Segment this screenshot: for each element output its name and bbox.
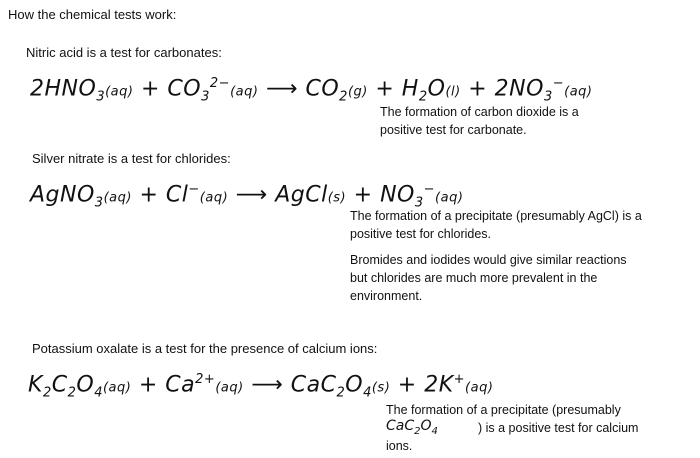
eq-term: NO	[380, 182, 415, 208]
eq-sub: 2	[336, 385, 346, 401]
eq-state: (aq)	[199, 190, 229, 206]
eq-term: CaC	[386, 418, 415, 434]
eq-term: AgCl	[275, 182, 328, 208]
eq-sub: 2	[418, 89, 428, 105]
eq-state: (aq)	[230, 84, 259, 100]
eq-plus: +	[139, 182, 159, 208]
eq-plus: +	[140, 76, 160, 102]
eq-state: (aq)	[465, 380, 494, 396]
note-line: positive test for chlorides.	[350, 227, 492, 241]
eq-sub: 2	[42, 385, 52, 401]
note-line: positive test for carbonate.	[380, 123, 527, 137]
eq-plus: +	[353, 182, 373, 208]
eq-term: AgNO	[30, 182, 95, 208]
eq-arrow: ⟶	[251, 372, 284, 398]
eq-term: H	[401, 76, 419, 102]
eq-state: (l)	[445, 84, 461, 100]
eq-state: (aq)	[435, 190, 464, 206]
eq-plus: +	[138, 372, 158, 398]
eq-charge: −	[552, 76, 565, 91]
note-line: Bromides and iodides would give similar reactions	[350, 253, 627, 267]
eq-sub: 3	[414, 195, 424, 211]
eq-sub: 2	[339, 89, 348, 105]
eq-term: 2K	[424, 372, 454, 398]
eq-sub: 2	[414, 425, 421, 437]
eq-term: CO	[167, 76, 202, 102]
eq-charge: 2+	[195, 372, 216, 387]
eq-term: K	[28, 372, 43, 398]
inline-formula	[386, 418, 438, 440]
eq-sub: 4	[94, 385, 103, 401]
note-line: but chlorides are much more prevalent in the	[350, 271, 598, 285]
eq-state: (aq)	[564, 84, 593, 100]
eq-term: O	[420, 418, 432, 434]
eq-charge: −	[423, 182, 436, 197]
eq-sub: 2	[67, 385, 77, 401]
eq-term: 2HNO	[30, 76, 97, 102]
eq-sub: 4	[363, 385, 372, 401]
note-line: ) is a positive test for calcium	[478, 421, 639, 435]
eq-arrow: ⟶	[235, 182, 268, 208]
eq-term: O	[427, 76, 446, 102]
eq-term: C	[51, 372, 68, 398]
eq-state: (s)	[371, 380, 391, 396]
eq-sub: 3	[96, 89, 106, 105]
eq-sub: 4	[431, 425, 438, 437]
eq-charge: 2−	[209, 76, 231, 91]
eq-term: Ca	[165, 372, 196, 398]
note-line: environment.	[350, 289, 423, 303]
eq-charge: +	[453, 372, 466, 387]
eq-plus: +	[375, 76, 395, 102]
page-title: How the chemical tests work:	[8, 7, 177, 22]
eq-sub: 3	[94, 195, 104, 211]
eq-state: (aq)	[105, 84, 134, 100]
eq-sub: 3	[201, 89, 210, 105]
eq-sub: 3	[543, 89, 553, 105]
eq-state: (aq)	[103, 190, 132, 206]
eq-arrow: ⟶	[265, 76, 298, 102]
heading-calcium: Potassium oxalate is a test for the presence of calcium ions:	[32, 341, 378, 356]
eq-state: (s)	[327, 190, 347, 206]
eq-term: Cl	[165, 182, 189, 208]
eq-term: CaC	[290, 372, 337, 398]
note-line: The formation of a precipitate (presumably AgCl) is a	[350, 209, 642, 223]
eq-state: (aq)	[102, 380, 132, 396]
eq-state: (g)	[347, 84, 368, 100]
eq-term: 2NO	[494, 76, 544, 102]
eq-plus: +	[468, 76, 488, 102]
eq-plus: +	[397, 372, 417, 398]
heading-carbonates: Nitric acid is a test for carbonates:	[26, 45, 222, 60]
heading-chlorides: Silver nitrate is a test for chlorides:	[32, 151, 231, 166]
eq-term: O	[76, 372, 95, 398]
note-line: The formation of a precipitate (presumably	[386, 403, 621, 417]
eq-term: O	[345, 372, 364, 398]
note-line: The formation of carbon dioxide is a	[380, 105, 579, 119]
note-line: ions.	[386, 439, 413, 453]
eq-term: CO	[305, 76, 340, 102]
eq-state: (aq)	[215, 380, 244, 396]
eq-charge: −	[188, 182, 200, 197]
